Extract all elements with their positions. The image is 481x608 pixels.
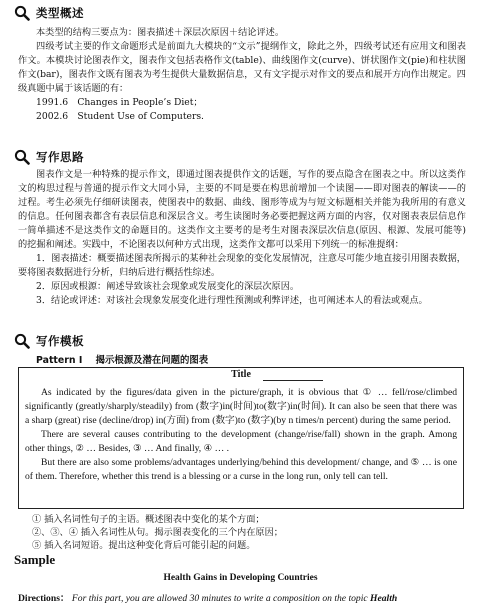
approach-step: 1．图表描述：概要描述图表所揭示的某种社会现象的变化发展情况，注意尽可能少地直接引用图表数据，要将图表数据进行分析，归纳后进行概括性综述。 — [18, 253, 466, 278]
directions-topic: Health — [370, 593, 398, 604]
section-title: 类型概述 — [36, 6, 84, 20]
template-paragraph: But there are also some problems/advantages underlying/behind this development/ change, and ⑤ … is one of them. Therefore, whether this trend is a blessing or a curse in the long run, only tell can tell. — [25, 457, 457, 482]
template-note: ⑤ 插入名词短语。提出这种变化背后可能引起的问题。 — [32, 540, 256, 551]
template-paragraph: There are several causes contributing to the development (change/rise/fall) shown in the graph. Among other things, ② … Besides, ③ … And finally, ④ … . — [25, 429, 457, 454]
title-underline — [263, 380, 323, 381]
template-paragraph: As indicated by the figures/data given in the picture/graph, it is obvious that ① … fell/rose/climbed significantly (greatly/sharply/steadily) from (数字)in(时间)to(数字)in(时间). It can also be seen that there was a sharp (great) rise (decline/drop) in(方面) from (数字)to (数字)(by n times/n percent) during the same period. — [25, 387, 457, 426]
magnifier-icon — [14, 333, 30, 349]
sample-title: Health Gains in Developing Countries — [163, 573, 318, 583]
overview-text: 四级考试主要的作文命题形式是前面九大模块的“文示”提纲作文，除此之外，四级考试还有应用文和图表作文。本模块讨论图表作文，图表作文包括表格作文(table)、曲线图作文(curve)、饼状图作文(pie)和柱状图作文(bar)，图表作文既有图表为考生提供大量数据信息，又有文字提示对作文的要点和展开方向作出规定。四级真题中属于该话题的有： — [18, 41, 466, 94]
section-header-template — [14, 332, 84, 350]
sample-heading: Sample — [14, 552, 56, 567]
approach-text: 图表作文是一种特殊的提示作文，即通过图表提供作文的话题，写作的要点隐含在图表之中。所以这类作文的构思过程与普通的提示作文大同小异，主要的不同是要在构思前增加一个读图——即对图表的解读——的过程。考生必须先仔细研读图表，使图表中的数据、曲线、图形等成为与短文标题相关并能为我所用的有意义的信息。任何图表都含有表层信息和深层含义。考生读图时务必要把握这两方面的内容，仅对图表表层信息作一简单描述不是这类作文的命题目的。这类作文主要考的是考生对图表深层次信息(原因、根源、发展可能等)的挖掘和阐述。实践中，不论图表以何种方式出现，这类作文都可以采用下列统一的标准提纲： — [18, 169, 466, 250]
pattern-label: Pattern Ⅰ — [36, 355, 83, 366]
approach-step: 2．原因或根源：阐述导致该社会现象或发展变化的深层次原因。 — [36, 281, 300, 292]
template-box — [18, 367, 464, 509]
template-box-title: Title — [231, 369, 251, 380]
approach-body — [18, 168, 466, 308]
pattern-heading — [36, 352, 218, 366]
directions-text: For this part, you are allowed 30 minutes to write a composition on the topic — [71, 593, 368, 604]
directions-line — [18, 590, 478, 604]
section-title: 写作思路 — [36, 150, 84, 164]
template-note: ① 插入名词性句子的主语。概述图表中变化的某个方面； — [32, 514, 265, 525]
approach-step: 3．结论或评述：对该社会现象发展变化进行理性预测或利弊评述，也可阐述本人的看法或观点。 — [36, 295, 428, 306]
template-notes — [32, 513, 283, 552]
overview-body — [18, 26, 466, 124]
overview-item: 2002.6 Student Use of Computers. — [36, 111, 204, 122]
pattern-title: 揭示根源及潜在问题的图表 — [95, 355, 209, 366]
magnifier-icon — [14, 5, 30, 21]
magnifier-icon — [14, 149, 30, 165]
overview-item: 1991.6 Changes in People’s Diet； — [36, 97, 203, 108]
section-title: 写作模板 — [36, 334, 84, 348]
template-note: ②、③、④ 插入名词性从句。揭示图表变化的三个内在原因； — [32, 527, 283, 538]
section-header-approach — [14, 148, 84, 166]
directions-label: Directions： — [18, 593, 70, 604]
overview-intro: 本类型的结构三要点为：图表描述＋深层次原因＋结论评述。 — [36, 27, 285, 38]
template-box-body — [25, 386, 457, 484]
section-header-overview — [14, 4, 84, 22]
